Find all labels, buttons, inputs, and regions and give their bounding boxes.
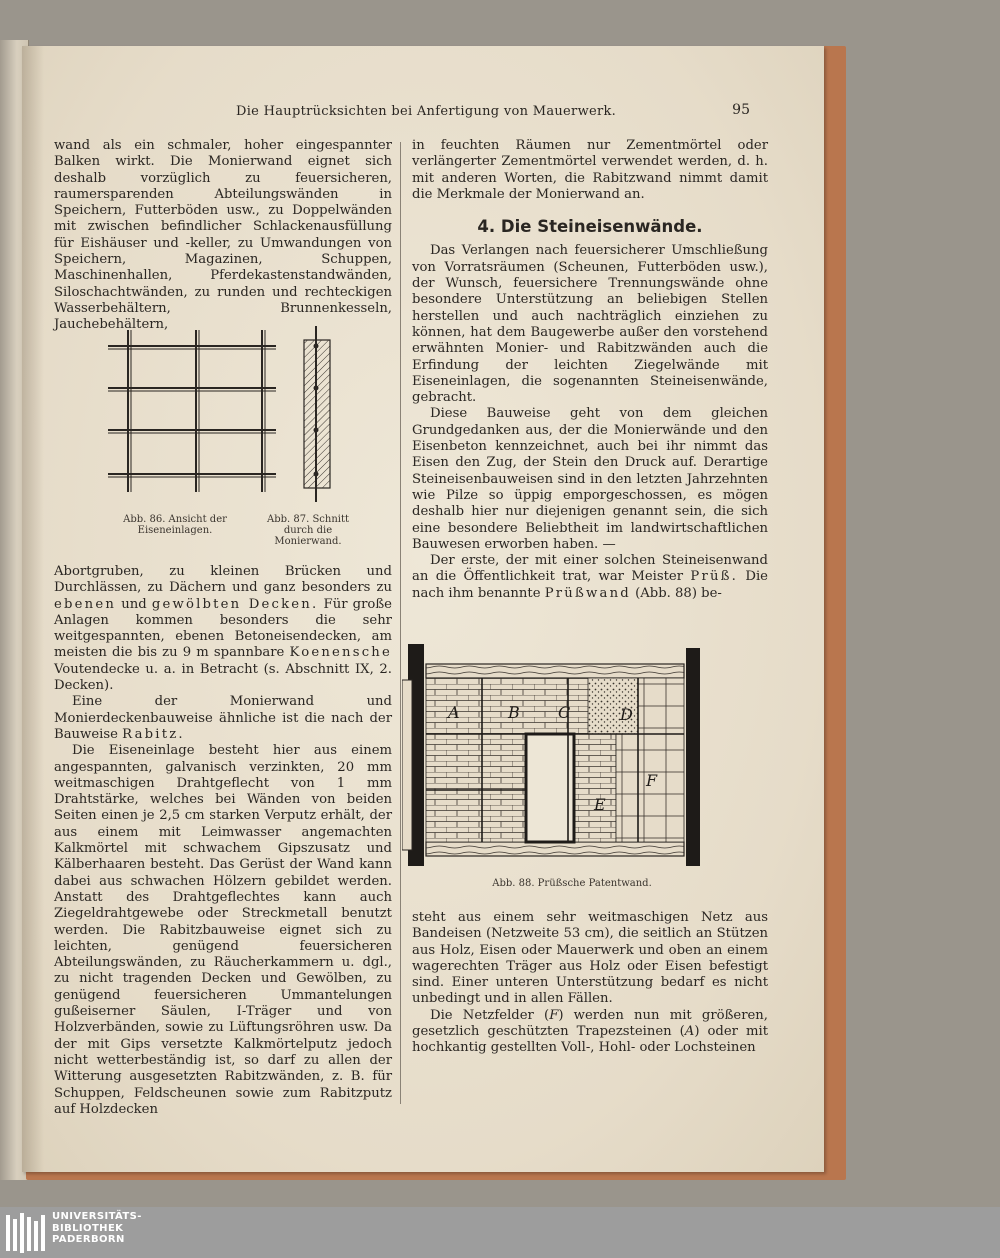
figure-87-wall-section: [300, 326, 336, 502]
library-logo-icon: [6, 1211, 46, 1255]
fig88-label-a: A: [448, 703, 460, 722]
library-name: UNIVERSITÄTS- BIBLIOTHEK PADERBORN: [52, 1211, 142, 1245]
paragraph: Das Verlangen nach feuersicherer Umschließung von Vorratsräumen (Scheunen, Futterböden usw.), der Wunsch, feuersichere Trennungswände ohne besondere Unterstützung an beliebigen Stellen herstellen und auch nachträglich einziehen zu können, hat dem Baugewerbe außer den vorstehend erwähnten Monier- und Rabitzwänden auch die Erfindung der leichten Ziegelwände mit Eiseneinlagen, die sogenannten Steineisenwände, gebracht.: [412, 243, 768, 406]
figure-86-caption: Abb. 86. Ansicht der Eiseneinlagen.: [123, 514, 227, 536]
page-number: 95: [732, 102, 750, 118]
spine-shadow: [22, 46, 44, 1172]
library-footer: [0, 1207, 1000, 1258]
fig88-label-e: E: [594, 795, 606, 814]
left-column-bottom: [54, 564, 392, 1118]
running-head: Die Hauptrücksichten bei Anfertigung von Mauerwerk.: [236, 104, 617, 119]
fig88-label-b: B: [508, 703, 520, 722]
fig88-label-f: F: [646, 771, 658, 790]
right-column-top: [412, 138, 768, 602]
column-rule: [400, 142, 401, 1104]
paragraph: Der erste, der mit einer solchen Steineisenwand an die Öffentlichkeit trat, war Meister Prüß. Die nach ihm benannte Prüßwand (Abb. 88) be-: [412, 553, 768, 601]
left-column-top: [54, 138, 392, 334]
paragraph: steht aus einem sehr weitmaschigen Netz aus Bandeisen (Netzweite 53 cm), die seitlich an Stützen aus Holz, Eisen oder Mauerwerk und oben an einem wagerechten Träger aus Holz oder Eisen befestigt sind. Einer unteren Unterstützung bedarf es nicht unbedingt und in allen Fällen.: [412, 910, 768, 1007]
paragraph: Die Eiseneinlage besteht hier aus einem angespannten, galvanisch verzinkten, 20 mm weitmaschigen Drahtgeflecht von 1 mm Drahtstärke, welches bei Wänden von beiden Seiten einen je 2,5 cm starken Verputz erhält, der aus einem mit Leimwasser angemachten Kalkmörtel mit schwachem Gipszusatz und Kälberhaaren besteht. Das Gerüst der Wand kann dabei aus schwachen Hölzern gebildet werden. Anstatt des Drahtgeflechtes kann auch Ziegeldrahtgewebe oder Streckmetall benutzt werden. Die Rabitzbauweise eignet sich zu leichten, genügend feuersicheren Abteilungswänden, zu Räucherkammern u. dgl., zu nicht tragenden Decken und Gewölben, zu genügend feuersicheren Ummantelungen gußeiserner Säulen, I-Träger und von Holzverbänden, sowie zu Lüftungsröhren usw. Da der mit Gips versetzte Kalkmörtelputz jedoch nicht wetterbeständig ist, so darf zu allen der Witterung ausgesetzten Rabitzwänden, z. B. für Schuppen, Feldscheunen sowie zum Rabitzputz auf Holzdecken: [54, 743, 392, 1117]
section-heading: 4. Die Steineisenwände.: [477, 217, 703, 237]
fig88-label-c: C: [558, 703, 571, 722]
fig88-label-d: D: [620, 705, 633, 724]
paragraph: wand als ein schmaler, hoher eingespannter Balken wirkt. Die Monierwand eignet sich deshalb vorzüglich zu feuersicheren, raumersparenden Abteilungswänden in Speichern, Futterböden usw., zu Doppelwänden mit zwischen befindlicher Schlackenausfüllung für Eishäuser und -keller, zu Umwandungen von Speichern, Magazinen, Schuppen, Maschinenhallen, Pferdekastenstandwänden, Siloschachtwänden, zu runden und rechteckigen Wasserbehältern, Brunnenkesseln, Jauchebehältern,: [54, 138, 392, 333]
paragraph: in feuchten Räumen nur Zementmörtel oder verlängerter Zementmörtel verwendet werden, d. h. mit anderen Worten, die Rabitzwand nimmt damit die Merkmale der Monierwand an.: [412, 138, 768, 202]
figure-86-iron-grid: [108, 330, 284, 498]
paragraph: Die Netzfelder (F) werden nun mit größeren, gesetzlich geschützten Trapezsteinen (A) oder mit hochkantig gestellten Voll-, Hohl- oder Lochsteinen: [412, 1007, 768, 1056]
paragraph: Eine der Monierwand und Monierdeckenbauweise ähnliche ist die nach der Bauweise Rabitz.: [54, 694, 392, 742]
figure-88-caption: Abb. 88. Prüßsche Patentwand.: [492, 878, 652, 889]
book-page: [22, 46, 824, 1172]
figure-88-pruess-wall: [402, 640, 712, 872]
figure-87-caption: Abb. 87. Schnitt durch die Monierwand.: [266, 514, 350, 547]
paragraph: Diese Bauweise geht von dem gleichen Grundgedanken aus, der die Monierwände und den Eisenbeton kennzeichnet, auch bei ihr nimmt das Eisen den Zug, der Stein den Druck auf. Derartige Steineisenbauweisen sind in den letzten Jahrzehnten wie Pilze so üppig emporgeschossen, es mögen deshalb hier nur diejenigen genannt sein, die sich eine besondere Beliebtheit im landwirtschaftlichen Bauwesen erworben haben. —: [412, 406, 768, 552]
paragraph: Abortgruben, zu kleinen Brücken und Durchlässen, zu Dächern und ganz besonders zu ebenen und gewölbten Decken. Für große Anlagen kommen besonders die sehr weitgespannten, ebenen Betoneisendecken, am meisten die bis zu 9 m spannbare Koenensche Voutendecke u. a. in Betracht (s. Abschnitt IX, 2. Decken).: [54, 564, 392, 694]
right-column-bottom: [412, 910, 768, 1057]
